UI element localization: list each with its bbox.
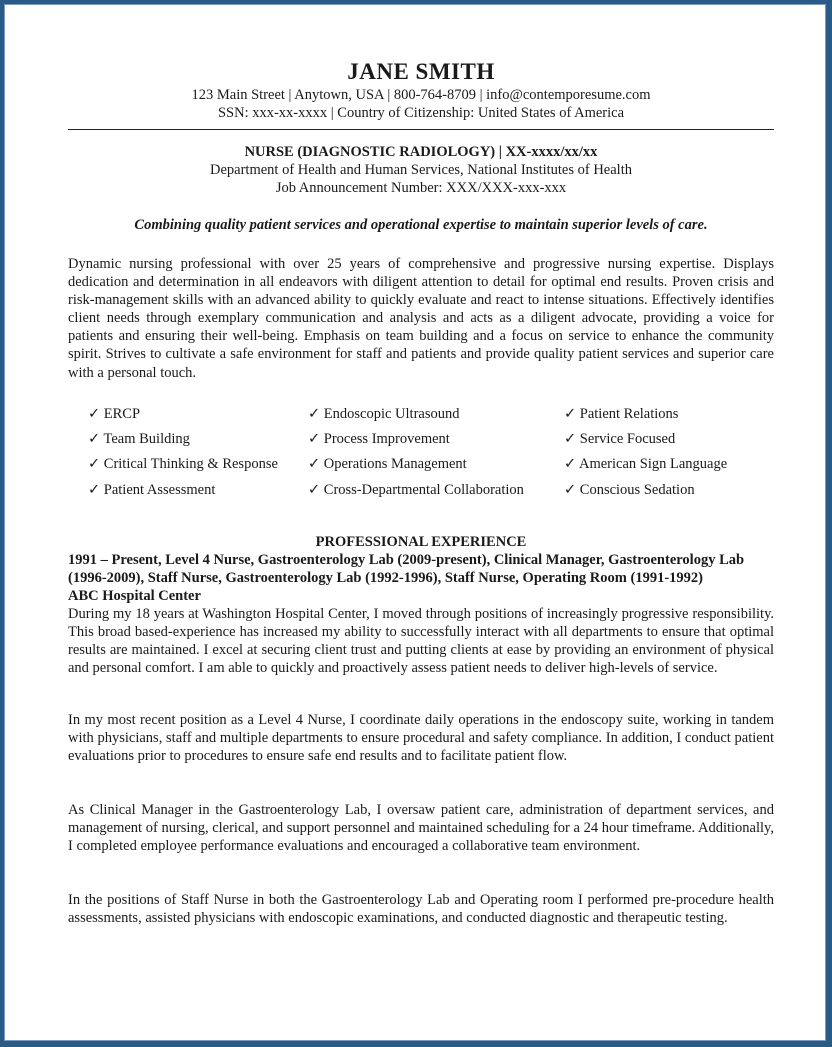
positions-line: 1991 – Present, Level 4 Nurse, Gastroenterology Lab (2009-present), Clinical Manager, Gastroenterology Lab (68, 552, 745, 568)
skill-item: ✓ ERCP (88, 406, 141, 422)
skill-item: ✓ Patient Assessment (88, 481, 216, 498)
skills-column-1 (88, 404, 278, 505)
experience-heading (68, 551, 774, 605)
tagline: Combining quality patient services and operational expertise to maintain superior levels of care. (134, 217, 708, 233)
contact-address-line: 123 Main Street | Anytown, USA | 800-764-8709 | info@contemporesume.com (191, 87, 651, 103)
candidate-name: JANE SMITH (347, 59, 495, 84)
skill-item: ✓ Conscious Sedation (564, 481, 695, 498)
skill-item: ✓ American Sign Language (564, 456, 728, 473)
experience-paragraph: In my most recent position as a Level 4 Nurse, I coordinate daily operations in the endoscopy suite, working in tandem with physicians, staff and multiple departments to ensure procedural and safety compliance. In addition, I conduct patient evaluations prior to procedures to ensure safe end results and to facilitate patient flow. (68, 712, 774, 765)
document-frame (4, 4, 826, 1041)
experience-paragraph: During my 18 years at Washington Hospital Center, I moved through positions of increasingly progressive responsibility. This broad based-experience has increased my ability to successfully interact with all departments to ensure that optimal results are maintained. I excel at securing client trust and putting clients at ease by providing an environment of physical and personal comfort. I am able to quickly and proactively assess patient needs to deliver high-levels of service. (68, 606, 774, 677)
contact-citizenship-line: SSN: xxx-xx-xxxx | Country of Citizenship: United States of America (217, 105, 625, 121)
skill-item: ✓ Cross-Departmental Collaboration (308, 481, 524, 498)
employer-name: ABC Hospital Center (68, 588, 201, 604)
job-department: Department of Health and Human Services, National Institutes of Health (210, 162, 632, 178)
job-announcement: Job Announcement Number: XXX/XXX-xxx-xxx (275, 180, 567, 196)
skill-item: ✓ Patient Relations (564, 406, 679, 422)
skill-item: ✓ Team Building (88, 431, 190, 448)
skill-item: ✓ Critical Thinking & Response (88, 456, 278, 473)
skill-item: ✓ Endoscopic Ultrasound (308, 406, 460, 422)
skills-column-3 (564, 404, 727, 505)
header-divider (68, 129, 774, 130)
experience-paragraph: In the positions of Staff Nurse in both the Gastroenterology Lab and Operating room I performed pre-procedure health assessments, assisted physicians with endoscopic examinations, and conducted diagnostic and therapeutic testing. (68, 892, 774, 927)
skills-column-2 (308, 404, 524, 505)
skill-item: ✓ Process Improvement (308, 431, 450, 448)
experience-paragraph: As Clinical Manager in the Gastroenterology Lab, I oversaw patient care, administration of department services, and management of nursing, clerical, and support personnel and maintained scheduling for a 24 hour timeframe. Additionally, I completed employee performance evaluations and encouraged a collaborative team environment. (68, 802, 774, 855)
skill-item: ✓ Service Focused (564, 431, 676, 448)
job-title: NURSE (DIAGNOSTIC RADIOLOGY) | XX-xxxx/xx/xx (244, 144, 598, 160)
experience-section-title: PROFESSIONAL EXPERIENCE (315, 534, 527, 550)
positions-line: (1996-2009), Staff Nurse, Gastroenterology Lab (1992-1996), Staff Nurse, Operating Room (1991-1992) (68, 570, 703, 586)
skill-item: ✓ Operations Management (308, 456, 467, 473)
summary-paragraph: Dynamic nursing professional with over 25 years of comprehensive and progressive nursing expertise. Displays dedication and determination in all endeavors with diligent attention to detail for optimal end results. Proven crisis and risk-management skills with an advanced ability to quickly evaluate and react to intense situations. Effectively identifies client needs through exemplary communication and analysis and acts as a diligent advocate, providing a voice for patients and ensuring their well-being. Emphasis on team building and a focus on service to enhance the community spirit. Strives to cultivate a safe environment for staff and patients and provide quality patient services and superior care with a personal touch. (68, 256, 774, 381)
